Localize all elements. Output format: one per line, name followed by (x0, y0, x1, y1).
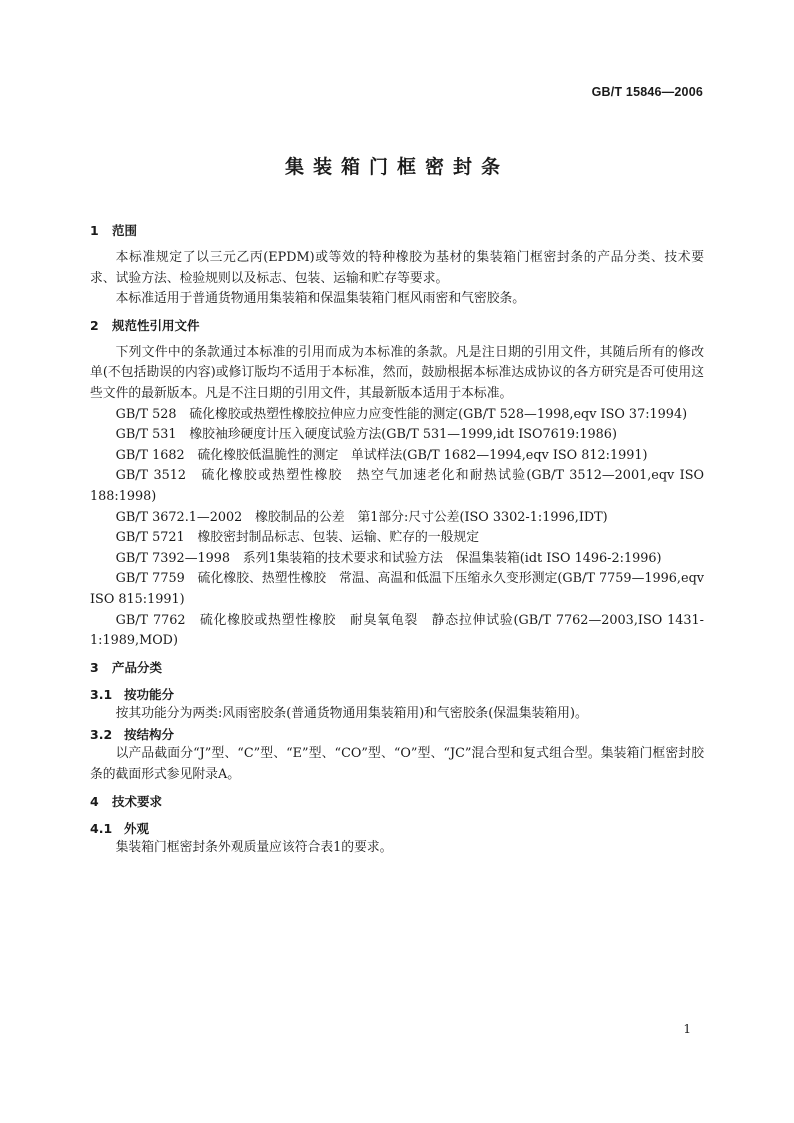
document-title: 集装箱门框密封条 (284, 156, 509, 178)
document-body (90, 216, 704, 859)
subsection-heading-3-1 (90, 685, 704, 704)
section-number: 1 (90, 223, 99, 238)
reference-item: GB/T 7392—1998 系列1集装箱的技术要求和试验方法 保温集装箱(idt ISO 1496-2:1996) (115, 550, 662, 566)
subsection-title: 外观 (124, 821, 150, 837)
subsection-number: 4.1 (90, 821, 113, 837)
section-heading-4 (90, 791, 704, 813)
section-title: 技术要求 (112, 794, 163, 810)
section-title: 规范性引用文件 (112, 317, 200, 333)
subsection-heading-4-1 (90, 819, 704, 838)
reference-item: GB/T 3512 硫化橡胶或热塑性橡胶 热空气加速老化和耐热试验(GB/T 3512—2001,eqv ISO 188:1998) (90, 468, 704, 504)
subsection-title: 按结构分 (124, 727, 175, 743)
scope-paragraph-1: 本标准规定了以三元乙丙(EPDM)或等效的特种橡胶为基材的集装箱门框密封条的产品分类、技术要求、试验方法、检验规则以及标志、包装、运输和贮存等要求。 (90, 250, 704, 286)
reference-item: GB/T 5721 橡胶密封制品标志、包装、运输、贮存的一般规定 (115, 530, 480, 546)
section-number: 4 (90, 794, 99, 810)
subsection-text: 以产品截面分“J”型、“C”型、“E”型、“CO”型、“O”型、“JC”混合型和复式组合型。集装箱门框密封胶条的截面形式参见附录A。 (90, 746, 704, 782)
subsection-title: 按功能分 (124, 686, 175, 702)
subsection-number: 3.1 (90, 686, 113, 702)
subsection-text: 集装箱门框密封条外观质量应该符合表1的要求。 (115, 840, 393, 856)
section-title: 产品分类 (112, 659, 163, 675)
reference-item: GB/T 7762 硫化橡胶或热塑性橡胶 耐臭氧龟裂 静态拉伸试验(GB/T 7762—2003,ISO 1431-1:1989,MOD) (90, 612, 704, 649)
subsection-heading-3-2 (90, 725, 704, 744)
reference-item: GB/T 528 硫化橡胶或热塑性橡胶拉伸应力应变性能的测定(GB/T 528—1998,eqv ISO 37:1994) (115, 406, 688, 422)
reference-item: GB/T 7759 硫化橡胶、热塑性橡胶 常温、高温和低温下压缩永久变形测定(GB/T 7759—1996,eqv ISO 815:1991) (90, 571, 704, 607)
reference-item: GB/T 3672.1—2002 橡胶制品的公差 第1部分:尺寸公差(ISO 3302-1:1996,IDT) (115, 509, 608, 525)
references-intro: 下列文件中的条款通过本标准的引用而成为本标准的条款。凡是注日期的引用文件，其随后所有的修改单(不包括勘误的内容)或修订版均不适用于本标准，然而，鼓励根据本标准达成协议的各方研究是否可使用这些文件的最新版本。凡是不注日期的引用文件，其最新版本适用于本标准。 (90, 344, 704, 401)
reference-item: GB/T 1682 硫化橡胶低温脆性的测定 单试样法(GB/T 1682—1994,eqv ISO 812:1991) (115, 447, 648, 463)
section-number: 3 (90, 659, 99, 675)
section-heading-1 (90, 220, 704, 242)
scope-paragraph-2: 本标准适用于普通货物通用集装箱和保温集装箱门框风雨密和气密胶条。 (115, 291, 526, 307)
section-heading-3 (90, 657, 704, 679)
subsection-text: 按其功能分为两类:风雨密胶条(普通货物通用集装箱用)和气密胶条(保温集装箱用)。 (115, 705, 588, 721)
section-title: 范围 (112, 223, 138, 238)
section-heading-2 (90, 315, 704, 337)
standard-code: GB/T 15846—2006 (591, 85, 703, 99)
page-number: 1 (683, 1022, 691, 1036)
reference-item: GB/T 531 橡胶袖珍硬度计压入硬度试验方法(GB/T 531—1999,idt ISO7619:1986) (115, 427, 617, 443)
subsection-number: 3.2 (90, 727, 113, 743)
section-number: 2 (90, 317, 99, 333)
